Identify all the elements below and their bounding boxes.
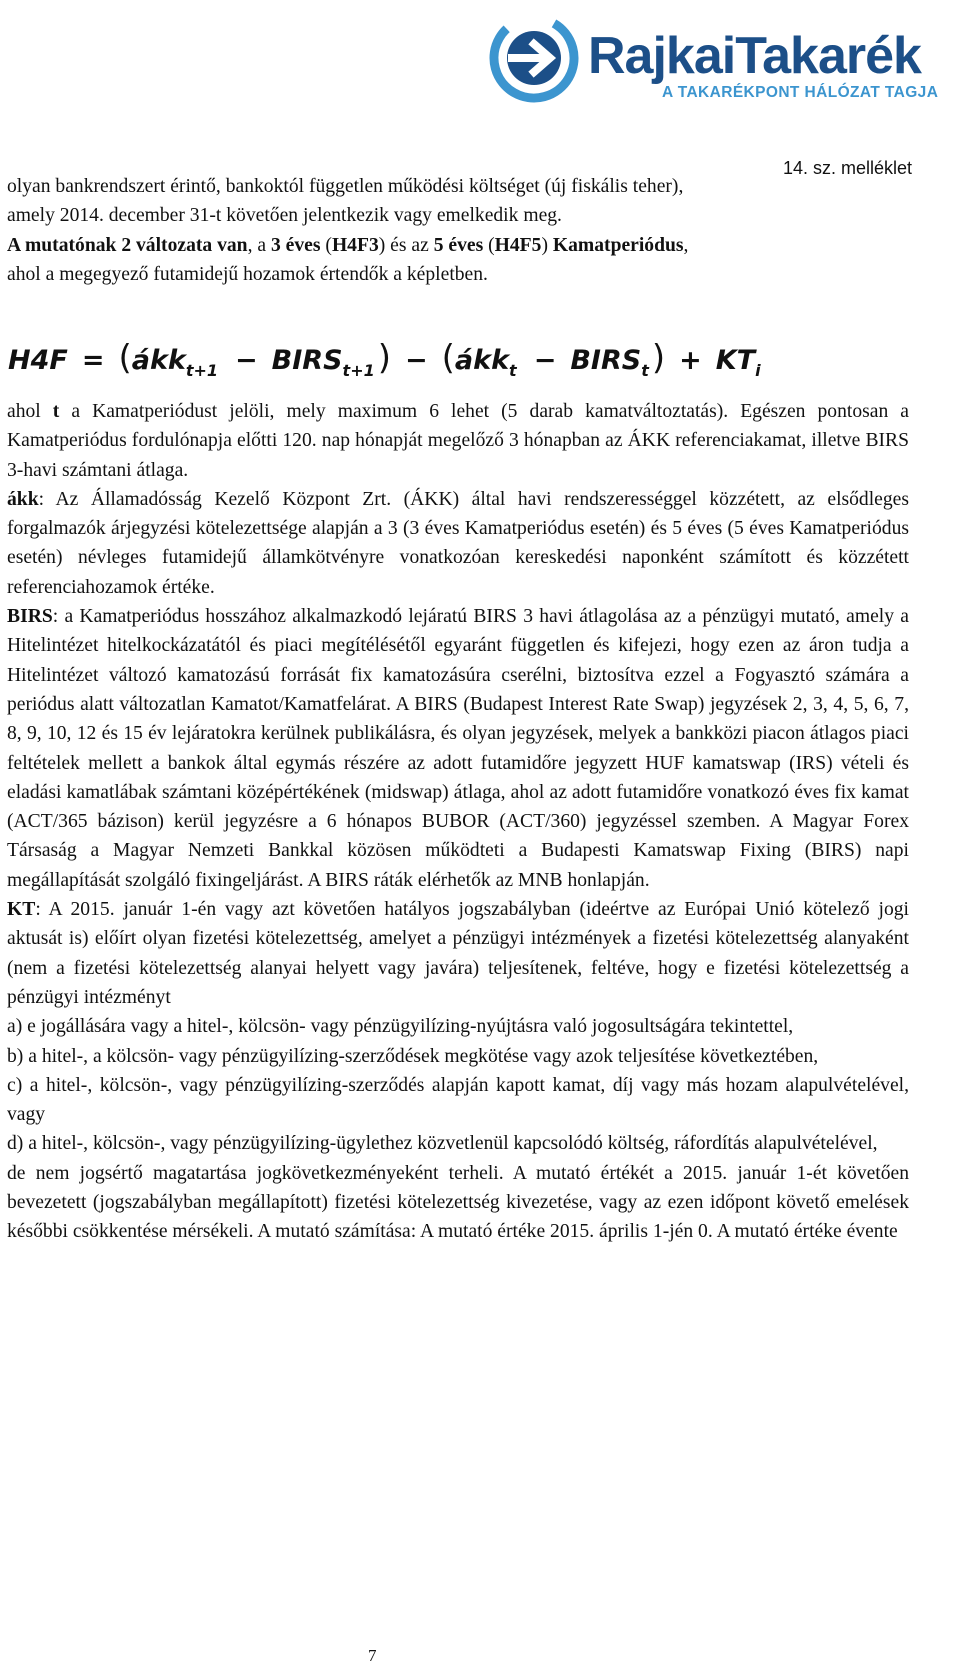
list-item: a) e jogállására vagy a hitel-, kölcsön- vagy pénzügyilízing-nyújtásra való jogosultságára tekintettel, bbox=[7, 1016, 794, 1038]
definitions-text bbox=[7, 397, 909, 1247]
h4f-formula: H4F = (ákk$_{t+1}$ − $BIRS_{t+1}$) − (ákk$_t$ − $BIRS_t) + KT_i$ bbox=[8, 338, 761, 380]
list-item: b) a hitel-, a kölcsön- vagy pénzügyilízing-szerződések megkötése vagy azok teljesítése következtében, bbox=[7, 1045, 819, 1067]
definition-kt: KT: A 2015. január 1-én vagy azt követően hatályos jogszabályban (ideértve az Európai Unió kötelező jogi aktusát is) előírt olyan fizetési kötelezettség, amelyet a pénzügyi intézmények a fizetési kötelezettség alanyaként (nem a fizetési kötelezettség alanyai helyett vagy javára) teljesítenek, feltéve, hogy e fizetési kötelezettség a pénzügyi intézményt bbox=[7, 899, 909, 1008]
page-number: 7 bbox=[368, 1646, 377, 1665]
intro-line: olyan bankrendszert érintő, bankoktól független működési költséget (új fiskális teher), bbox=[7, 176, 684, 197]
definition-akk: ákk: Az Államadósság Kezelő Központ Zrt. (ÁKK) által havi rendszerességgel közzétett, az elsődleges forgalmazók árjegyzési kötelezettsége alapján a 3 (3 éves Kamatperiódus esetén) és 5 éves (5 éves Kamatperiódus esetén) névleges futamidejű államkötvényre vonatkozóan kereskedési naponként számított és közzétett referenciahozamok értéke. bbox=[7, 488, 909, 598]
intro-line: ahol a megegyező futamidejű hozamok értendők a képletben. bbox=[7, 263, 488, 285]
logo-brand-name: RajkaiTakarék bbox=[588, 27, 921, 85]
circular-arrow-logo-icon bbox=[488, 12, 580, 104]
list-item: d) a hitel-, kölcsön-, vagy pénzügyilízing-ügylethez közvetlenül kapcsolódó költség, ráfordítás alapulvételével, bbox=[7, 1133, 878, 1155]
logo-tagline: A TAKARÉKPONT HÁLÓZAT TAGJA bbox=[662, 84, 939, 101]
annex-label: 14. sz. melléklet bbox=[782, 158, 912, 178]
definition-t: ahol t a Kamatperiódust jelöli, mely maximum 6 lehet (5 darab kamatváltoztatás). Egészen pontosan a Kamatperiódus fordulónapja előtti 120. nap hónapját megelőző 3 hónapban az ÁKK referenciakamat, illetve BIRS 3-havi számtani átlaga. bbox=[7, 401, 909, 481]
variants-line: A mutatónak 2 változata van, a 3 éves (H4F3) és az 5 éves (H4F5) Kamatperiódus, bbox=[7, 234, 689, 256]
closing-paragraph: de nem jogsértő magatartása jogkövetkezményeként terheli. A mutató értékét a 2015. január 1-ét követően bevezetett (jogszabályban megállapított) fizetési kötelezettség kivezetése, vagy az ezen időpont követő emelések későbbi csökkentése mérsékeli. A mutató számítása: A mutató értéke 2015. április 1-jén 0. A mutató értéke évente bbox=[7, 1162, 909, 1243]
definition-birs: BIRS: a Kamatperiódus hosszához alkalmazkodó lejáratú BIRS 3 havi átlagolása az a pénzügyi mutató, amely a Hitelintézet hitelkockázatától és piaci megítélésétől egyaránt független és kifejezi, hogy ezen az áron tudja a Hitelintézet változó kamatozású forrását fix kamatozásúra cserélni, biztosítva ezzel a Fogyasztó számára a periódus alatt változatlan Kamatot/Kamatfelárat. A BIRS (Budapest Interest Rate Swap) jegyzések 2, 3, 4, 5, 6, 7, 8, 9, 10, 12 és 15 év lejáratokra kerülnek publikálásra, és olyan jegyzések, melyek a bankközi piacon átlagos piaci feltételek mellett a bankok által egymás részére az adott futamidőre jegyzett HUF kamatswap (IRS) vételi és eladási kamatlábak számtani középértékének (midswap) átlaga, ahol az adott futamidőre vonatkozó éves fix kamat (ACT/365 bázison) kerül jegyzésre a 6 hónapos BUBOR (ACT/360) jegyzéssel szemben. A Magyar Forex Társaság a Magyar Nemzeti Bankkal közösen működteti a Budapesti Kamatswap Fixing (BIRS) napi megállapítását szolgáló fixingeljárást. A BIRS ráták elérhetők az MNB honlapján. bbox=[7, 606, 909, 891]
intro-text bbox=[7, 172, 909, 289]
list-item: c) a hitel-, kölcsön-, vagy pénzügyilízing-szerződés alapján kapott kamat, díj vagy más hozam alapulvételével, vagy bbox=[7, 1074, 909, 1126]
intro-line: amely 2014. december 31-t követően jelentkezik vagy emelkedik meg. bbox=[7, 205, 562, 227]
rajkai-takarek-logo bbox=[488, 10, 948, 110]
